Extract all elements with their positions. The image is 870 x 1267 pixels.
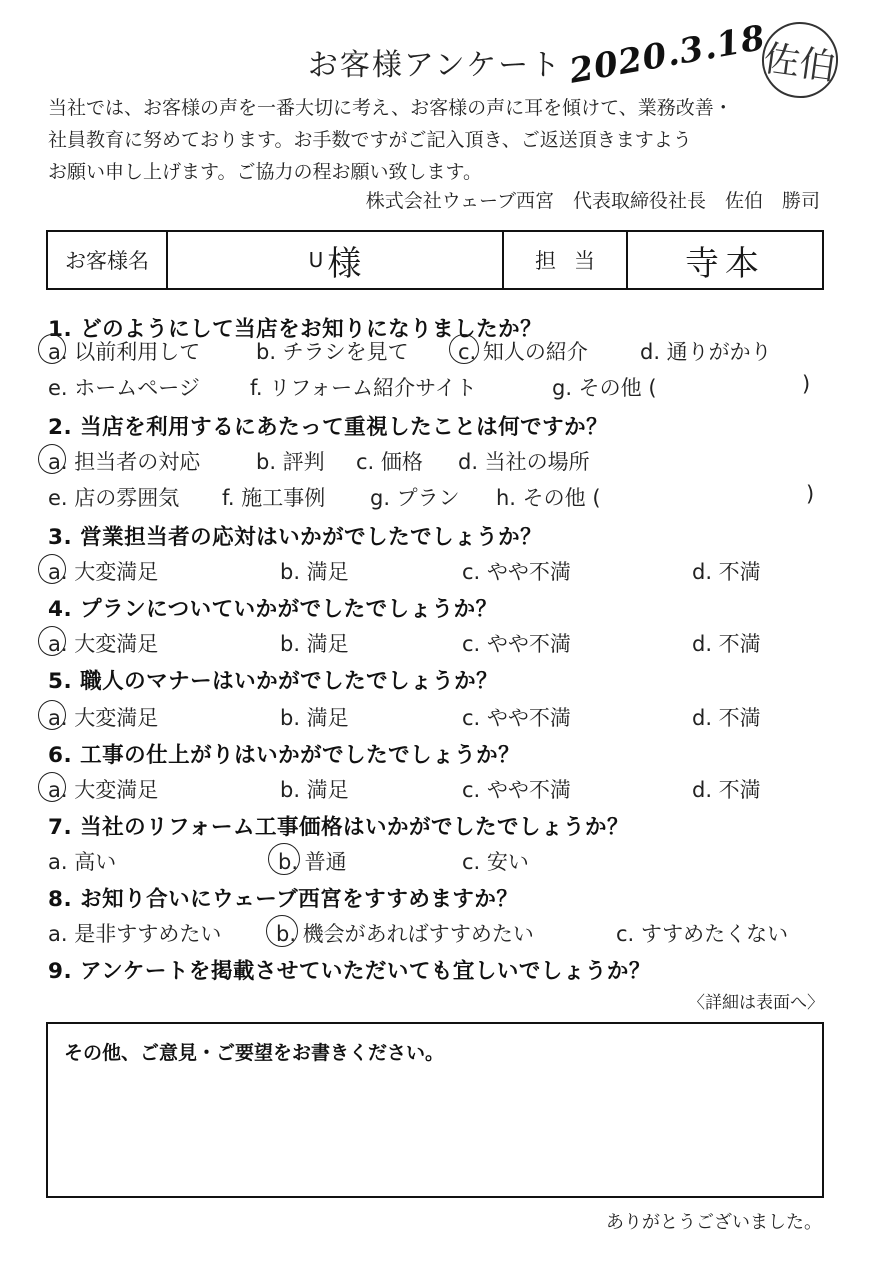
q3-option-d[interactable]: d. 不満 xyxy=(692,560,761,584)
q5-option-c[interactable]: c. やや不満 xyxy=(462,706,571,730)
customer-name-field[interactable] xyxy=(168,232,504,288)
question-9: 9. アンケートを掲載させていただいても宜しいでしょうか？ xyxy=(48,959,651,984)
question-7: 7. 当社のリフォーム工事価格はいかがでしたでしょうか？ xyxy=(48,815,630,840)
q4-option-c[interactable]: c. やや不満 xyxy=(462,632,571,656)
q2-option-h[interactable]: h. その他 ( xyxy=(496,486,601,510)
question-3: 3. 営業担当者の応対はいかがでしたでしょうか？ xyxy=(48,525,543,550)
q2-option-a[interactable]: a. 担当者の対応 xyxy=(48,450,201,474)
comment-label: その他、ご意見・ご要望をお書きください。 xyxy=(64,1042,445,1064)
q2-option-b[interactable]: b. 評判 xyxy=(256,450,325,474)
customer-info-table xyxy=(46,230,824,290)
detail-note: 〈詳細は表面へ〉 xyxy=(688,993,824,1013)
seal-stamp: 佐伯 xyxy=(757,17,843,103)
q6-option-a[interactable]: a. 大変満足 xyxy=(48,778,159,802)
q8-option-c[interactable]: c. すすめたくない xyxy=(616,922,789,946)
q4-option-a[interactable]: a. 大変満足 xyxy=(48,632,159,656)
q1-option-b[interactable]: b. チラシを見て xyxy=(256,340,409,364)
q8-option-b[interactable]: b. 機会があればすすめたい xyxy=(276,922,534,946)
q3-option-a[interactable]: a. 大変満足 xyxy=(48,560,159,584)
q2-option-e[interactable]: e. 店の雰囲気 xyxy=(48,486,180,510)
selection-circle xyxy=(38,772,66,802)
selection-circle xyxy=(38,700,66,730)
selection-circle xyxy=(266,915,298,947)
selection-circle xyxy=(38,626,66,656)
q4-option-b[interactable]: b. 満足 xyxy=(280,632,349,656)
q2-option-c[interactable]: c. 価格 xyxy=(356,450,423,474)
q1-option-g[interactable]: g. その他 ( xyxy=(552,376,657,400)
company-signature: 株式会社ウェーブ西宮 代表取締役社長 佐伯 勝司 xyxy=(365,190,820,212)
customer-name-value: U xyxy=(308,248,324,272)
question-6: 6. 工事の仕上がりはいかがでしたでしょうか？ xyxy=(48,743,521,768)
question-2: 2. 当店を利用するにあたって重視したことは何ですか？ xyxy=(48,415,609,440)
q1-option-a[interactable]: a. 以前利用して xyxy=(48,340,201,364)
q5-option-d[interactable]: d. 不満 xyxy=(692,706,761,730)
question-4: 4. プランについていかがでしたでしょうか？ xyxy=(48,597,498,622)
q1-option-d[interactable]: d. 通りがかり xyxy=(640,340,772,364)
q6-option-d[interactable]: d. 不満 xyxy=(692,778,761,802)
selection-circle xyxy=(268,843,300,875)
q7-option-c[interactable]: c. 安い xyxy=(462,850,529,874)
customer-name-label: お客様名 xyxy=(48,232,168,288)
q2-close-paren: ) xyxy=(806,482,815,506)
q3-option-c[interactable]: c. やや不満 xyxy=(462,560,571,584)
selection-circle xyxy=(449,334,479,364)
q7-option-a[interactable]: a. 高い xyxy=(48,850,117,874)
q1-option-f[interactable]: f. リフォーム紹介サイト xyxy=(250,376,477,400)
intro-line-2: 社員教育に努めております。お手数ですがご記入頂き、ご返送頂きますよう xyxy=(48,129,692,151)
q6-option-c[interactable]: c. やや不満 xyxy=(462,778,571,802)
q4-option-d[interactable]: d. 不満 xyxy=(692,632,761,656)
staff-name-field[interactable]: 寺本 xyxy=(685,243,765,284)
q2-option-d[interactable]: d. 当社の場所 xyxy=(458,450,590,474)
customer-honorific: 様 xyxy=(327,243,362,284)
q2-option-f[interactable]: f. 施工事例 xyxy=(222,486,326,510)
q1-close-paren: ) xyxy=(802,372,811,396)
q3-option-b[interactable]: b. 満足 xyxy=(280,560,349,584)
q1-option-e[interactable]: e. ホームページ xyxy=(48,376,200,400)
question-5: 5. 職人のマナーはいかがでしたでしょうか？ xyxy=(48,669,499,694)
q8-option-a[interactable]: a. 是非すすめたい xyxy=(48,922,222,946)
question-1: 1. どのようにして当店をお知りになりましたか？ xyxy=(48,317,543,342)
handwritten-date: 2020.3.18 xyxy=(566,17,769,92)
staff-label: 担当 xyxy=(504,232,628,288)
intro-line-1: 当社では、お客様の声を一番大切に考え、お客様の声に耳を傾けて、業務改善・ xyxy=(48,97,733,119)
q1-option-c[interactable]: c. 知人の紹介 xyxy=(458,340,588,364)
selection-circle xyxy=(38,334,66,364)
comment-box[interactable] xyxy=(46,1022,824,1198)
intro-text xyxy=(48,92,838,188)
selection-circle xyxy=(38,554,66,584)
q7-option-b[interactable]: b. 普通 xyxy=(278,850,347,874)
q6-option-b[interactable]: b. 満足 xyxy=(280,778,349,802)
selection-circle xyxy=(38,444,66,474)
page-title: お客様アンケート xyxy=(307,48,563,83)
q5-option-b[interactable]: b. 満足 xyxy=(280,706,349,730)
q2-option-g[interactable]: g. プラン xyxy=(370,486,460,510)
question-8: 8. お知り合いにウェーブ西宮をすすめますか？ xyxy=(48,887,519,912)
intro-line-3: お願い申し上げます。ご協力の程お願い致します。 xyxy=(48,161,482,183)
q5-option-a[interactable]: a. 大変満足 xyxy=(48,706,159,730)
thanks-message: ありがとうございました。 xyxy=(606,1212,822,1233)
